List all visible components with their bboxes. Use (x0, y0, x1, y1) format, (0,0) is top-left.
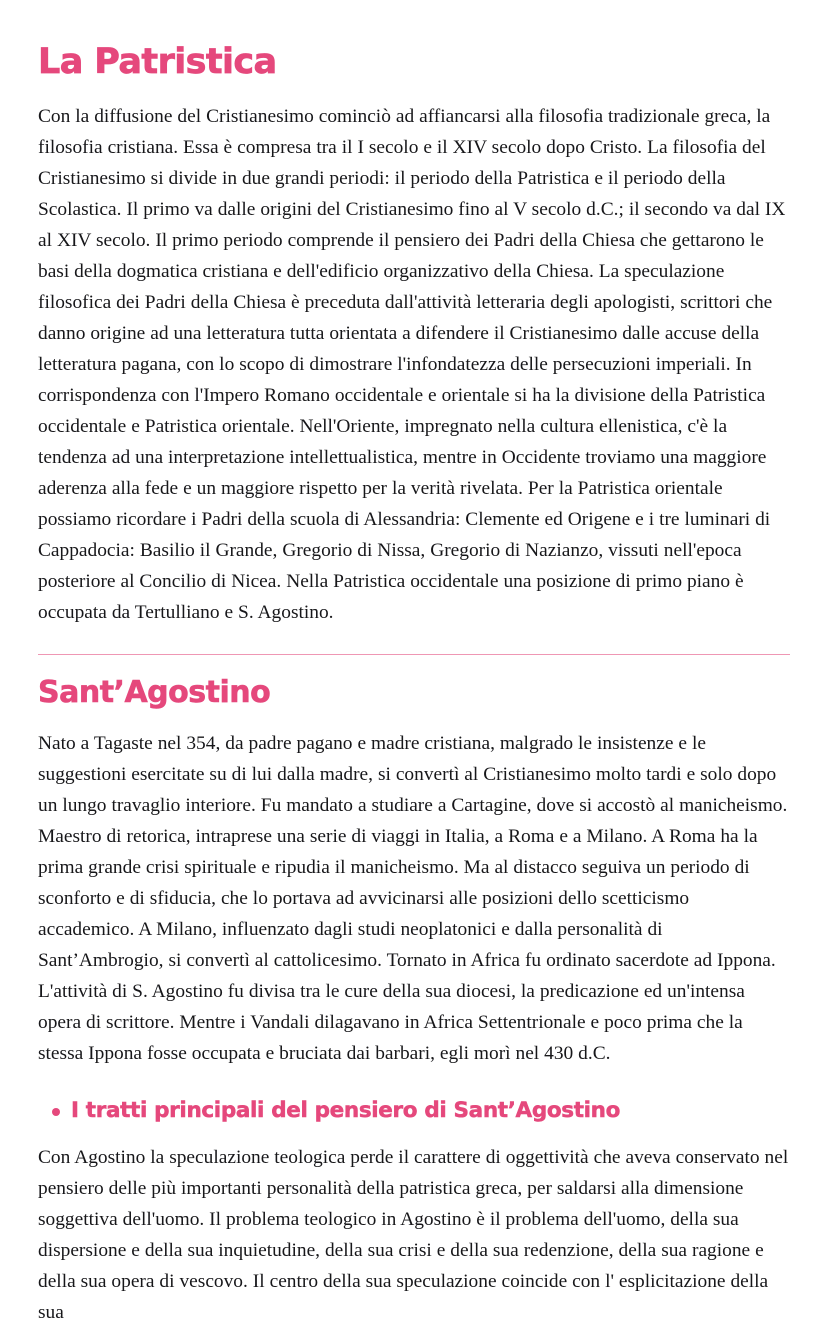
section-divider (38, 654, 790, 655)
paragraph-sant-agostino: Nato a Tagaste nel 354, da padre pagano e madre cristiana, malgrado le insistenze e le suggestioni esercitate su di lui dalla madre, si convertì al Cristianesimo molto tardi e solo dopo un lungo travaglio interiore. Fu mandato a studiare a Cartagine, dove si accostò al manicheismo. Maestro di retorica, intraprese una serie di viaggi in Italia, a Roma e a Milano. A Roma ha la prima grande crisi spirituale e ripudia il manicheismo. Ma al distacco seguiva un periodo di sconforto e di sfiducia, che lo portava ad avvicinarsi alle posizioni dello scetticismo accademico. A Milano, influenzato dagli studi neoplatonici e dalla personalità di Sant’Ambrogio, si convertì al cattolicesimo. Tornato in Africa fu ordinato sacerdote ad Ippona. L'attività di S. Agostino fu divisa tra le cure della sua diocesi, la predicazione ed un'intensa opera di scrittore. Mentre i Vandali dilagavano in Africa Settentrionale e poco prima che la stessa Ippona fosse occupata e bruciata dai barbari, egli morì nel 430 d.C. (38, 733, 788, 1065)
section-heading-sant-agostino: Sant’Agostino (38, 674, 271, 710)
subsection-heading-row (52, 1099, 790, 1123)
paragraph-patristica: Con la diffusione del Cristianesimo cominciò ad affiancarsi alla filosofia tradizionale greca, la filosofia cristiana. Essa è compresa tra il I secolo e il XIV secolo dopo Cristo. La filosofia del Cristianesimo si divide in due grandi periodi: il periodo della Patristica e il periodo della Scolastica. Il primo va dalle origini del Cristianesimo fino al V secolo d.C.; il secondo va dal IX al XIV secolo. Il primo periodo comprende il pensiero dei Padri della Chiesa che gettarono le basi della dogmatica cristiana e dell'edificio organizzativo della Chiesa. La speculazione filosofica dei Padri della Chiesa è preceduta dall'attività letteraria degli apologisti, scrittori che danno origine ad una letteratura tutta orientata a difendere il Cristianesimo dalle accuse della letteratura pagana, con lo scopo di dimostrare l'infondatezza delle persecuzioni imperiali. In corrispondenza con l'Impero Romano occidentale e orientale si ha la divisione della Patristica occidentale e Patristica orientale. Nell'Oriente, impregnato nella cultura ellenistica, c'è la tendenza ad una interpretazione intellettualistica, mentre in Occidente troviamo una maggiore aderenza alla fede e un maggiore rispetto per la verità rivelata. Per la Patristica orientale possiamo ricordare i Padri della scuola di Alessandria: Clemente ed Origene e i tre luminari di Cappadocia: Basilio il Grande, Gregorio di Nissa, Gregorio di Nazianzo, vissuti nell'epoca posteriore al Concilio di Nicea. Nella Patristica occidentale una posizione di primo piano è occupata da Tertulliano e S. Agostino. (38, 105, 786, 623)
subsection-heading-tratti-principali: I tratti principali del pensiero di Sant’Agostino (71, 1098, 621, 1124)
paragraph-tratti-principali: Con Agostino la speculazione teologica perde il carattere di oggettività che aveva conservato nel pensiero delle più importanti personalità della patristica greca, per saldarsi alla dimensione soggettiva dell'uomo. Il problema teologico in Agostino è il problema dell'uomo, della sua dispersione e della sua inquietudine, della sua crisi e della sua redenzione, della sua ragione e della sua opera di vescovo. Il centro della sua speculazione coincide con l' esplicitazione della sua (38, 1146, 789, 1323)
bullet-icon (52, 1108, 60, 1116)
page-title: La Patristica (38, 42, 277, 82)
